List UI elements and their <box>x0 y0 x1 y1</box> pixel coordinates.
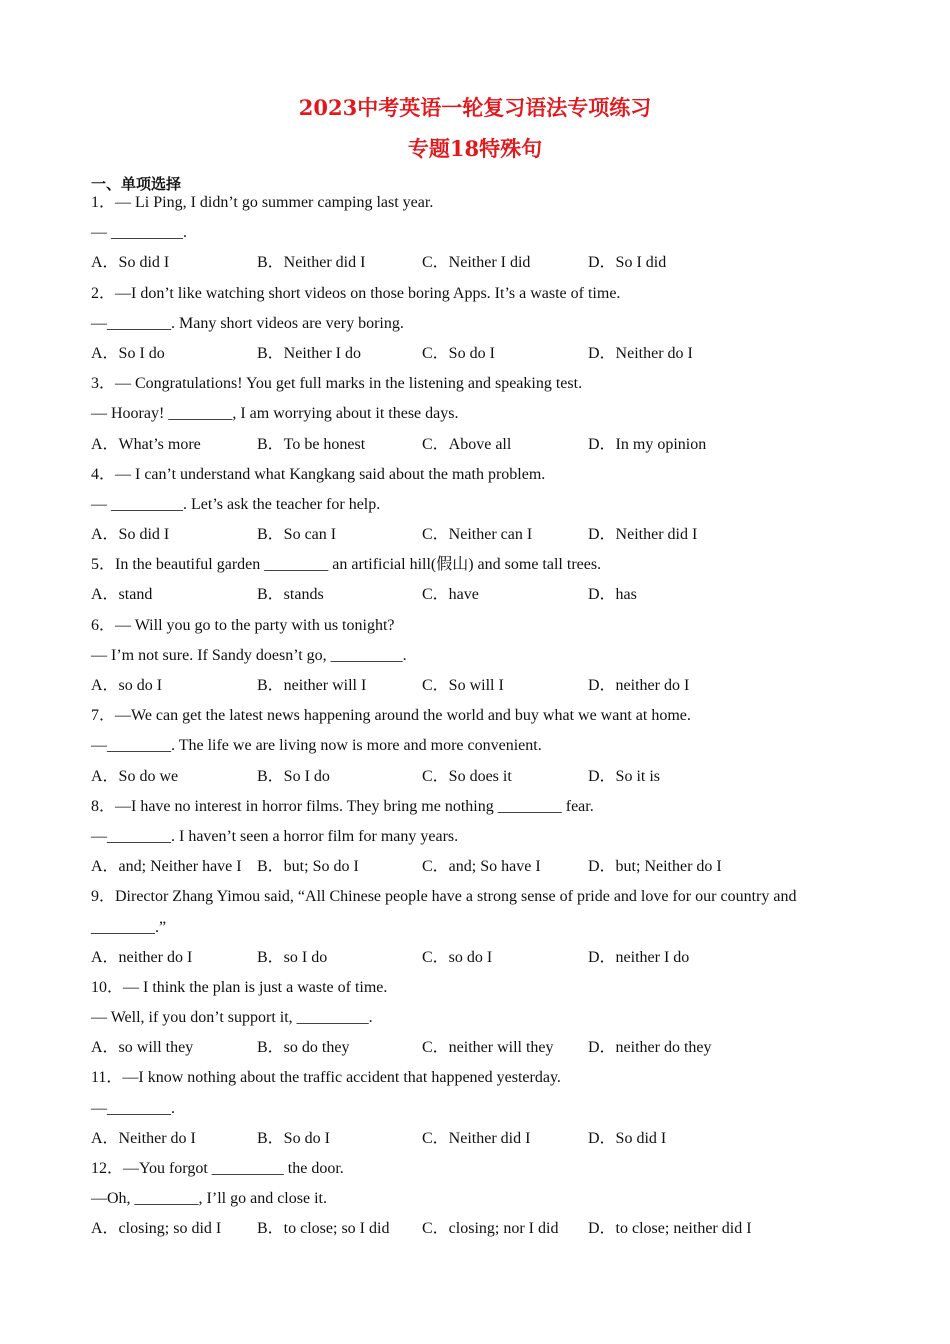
answer-option-c: C．So will I <box>422 677 504 694</box>
answer-option-b: B．So do I <box>257 1129 330 1147</box>
question-stem: 12．—You forgot _________ the door. <box>91 1160 344 1177</box>
question-response: —________. Many short videos are very boring. <box>91 314 404 332</box>
answer-option-b: B．so I do <box>257 948 328 966</box>
question-response: — Well, if you don’t support it, _________. <box>91 1009 373 1027</box>
question-stem: 4．— I can’t understand what Kangkang said about the math problem. <box>91 465 546 483</box>
answer-option-b: B．So I do <box>257 767 330 785</box>
answer-options <box>91 762 851 792</box>
question-item <box>91 460 851 551</box>
answer-option-d: D．neither do I <box>588 677 690 694</box>
answer-options <box>91 430 851 460</box>
answer-options <box>91 852 851 882</box>
answer-option-c: C．Above all <box>422 435 512 453</box>
answer-option-c: C．neither will they <box>422 1039 554 1057</box>
document-subtitle: 专题18特殊句 <box>407 136 543 161</box>
answer-option-b: B．To be honest <box>257 435 366 453</box>
answer-option-c: C．So does it <box>422 767 512 785</box>
question-response: ________.” <box>91 918 167 936</box>
answer-option-d: D．Neither did I <box>588 526 698 544</box>
answer-option-b: B．but; So do I <box>257 858 359 876</box>
answer-option-a: A．Neither do I <box>91 1129 196 1147</box>
answer-option-d: D．has <box>588 586 637 604</box>
answer-option-a: A．So do we <box>91 767 179 785</box>
answer-option-a: A．closing; so did I <box>91 1220 222 1238</box>
answer-option-c: C．closing; nor I did <box>422 1220 559 1238</box>
answer-option-c: C．Neither did I <box>422 1129 531 1147</box>
question-item <box>91 973 851 1064</box>
answer-option-b: B．So can I <box>257 526 337 544</box>
answer-option-d: D．So it is <box>588 767 661 785</box>
answer-options <box>91 339 851 369</box>
answer-option-b: B．Neither did I <box>257 254 366 272</box>
question-stem: 9．Director Zhang Yimou said, “All Chinese people have a strong sense of pride and love for our country and <box>91 888 797 906</box>
question-stem: 10．— I think the plan is just a waste of time. <box>91 978 388 996</box>
question-list <box>91 188 851 1245</box>
answer-option-a: A．So did I <box>91 254 170 272</box>
answer-option-a: A．So did I <box>91 526 170 544</box>
question-item <box>91 882 851 973</box>
question-stem: 3．— Congratulations! You get full marks in the listening and speaking test. <box>91 375 583 393</box>
question-stem: 7．—We can get the latest news happening around the world and buy what we want at home. <box>91 707 691 725</box>
question-item <box>91 611 851 702</box>
answer-option-d: D．So I did <box>588 254 667 272</box>
question-item <box>91 701 851 792</box>
answer-option-d: D．neither I do <box>588 948 690 966</box>
answer-option-c: C．So do I <box>422 344 495 362</box>
answer-option-c: C．so do I <box>422 948 493 966</box>
answer-option-c: C．Neither can I <box>422 526 533 544</box>
question-item <box>91 1154 851 1245</box>
question-response: — Hooray! ________, I am worrying about it these days. <box>91 405 459 423</box>
question-stem: 1．— Li Ping, I didn’t go summer camping last year. <box>91 194 434 211</box>
question-response: —Oh, ________, I’ll go and close it. <box>91 1190 327 1208</box>
question-response: —________. The life we are living now is more and more convenient. <box>91 737 542 755</box>
answer-option-c: C．have <box>422 586 479 604</box>
question-stem: 5．In the beautiful garden ________ an artificial hill(假山) and some tall trees. <box>91 556 602 574</box>
question-item <box>91 188 851 279</box>
question-response: — I’m not sure. If Sandy doesn’t go, _________. <box>91 646 407 664</box>
answer-option-b: B．to close; so I did <box>257 1220 390 1238</box>
question-stem: 6．— Will you go to the party with us tonight? <box>91 616 395 634</box>
answer-option-a: A．and; Neither have I <box>91 858 242 876</box>
document-title: 2023中考英语一轮复习语法专项练习 <box>298 95 652 120</box>
answer-option-b: B．so do they <box>257 1039 350 1057</box>
question-item <box>91 1063 851 1154</box>
answer-option-b: B．neither will I <box>257 677 367 694</box>
question-item <box>91 369 851 460</box>
answer-option-b: B．Neither I do <box>257 344 361 362</box>
question-stem: 11．—I know nothing about the traffic accident that happened yesterday. <box>91 1069 561 1087</box>
answer-option-c: C．and; So have I <box>422 858 541 876</box>
answer-options <box>91 1214 851 1244</box>
question-item <box>91 550 851 610</box>
answer-option-a: A．stand <box>91 586 153 604</box>
answer-option-d: D．but; Neither do I <box>588 858 722 876</box>
question-response: — _________. <box>91 224 187 242</box>
question-stem: 8．—I have no interest in horror films. They bring me nothing ________ fear. <box>91 797 594 815</box>
answer-option-d: D．neither do they <box>588 1039 712 1057</box>
answer-option-d: D．to close; neither did I <box>588 1220 752 1238</box>
answer-options <box>91 248 851 278</box>
answer-options <box>91 943 851 973</box>
answer-option-a: A．So I do <box>91 344 165 362</box>
answer-option-c: C．Neither I did <box>422 254 531 272</box>
answer-options <box>91 580 851 610</box>
question-stem: 2．—I don’t like watching short videos on those boring Apps. It’s a waste of time. <box>91 284 621 302</box>
answer-option-d: D．So did I <box>588 1129 667 1147</box>
answer-option-b: B．stands <box>257 586 324 604</box>
section-heading: 一、单项选择 <box>91 175 182 193</box>
question-response: — _________. Let’s ask the teacher for help. <box>91 495 381 513</box>
question-response: —________. <box>91 1099 175 1117</box>
answer-option-d: D．In my opinion <box>588 435 707 453</box>
answer-options <box>91 520 851 550</box>
question-response: —________. I haven’t seen a horror film for many years. <box>91 827 459 845</box>
answer-option-a: A．so do I <box>91 677 163 694</box>
question-item <box>91 792 851 883</box>
answer-option-a: A．so will they <box>91 1039 194 1057</box>
answer-option-d: D．Neither do I <box>588 344 693 362</box>
question-item <box>91 279 851 370</box>
answer-option-a: A．What’s more <box>91 435 201 453</box>
answer-option-a: A．neither do I <box>91 948 193 966</box>
answer-options <box>91 1033 851 1063</box>
answer-options <box>91 1124 851 1154</box>
answer-options <box>91 671 851 701</box>
